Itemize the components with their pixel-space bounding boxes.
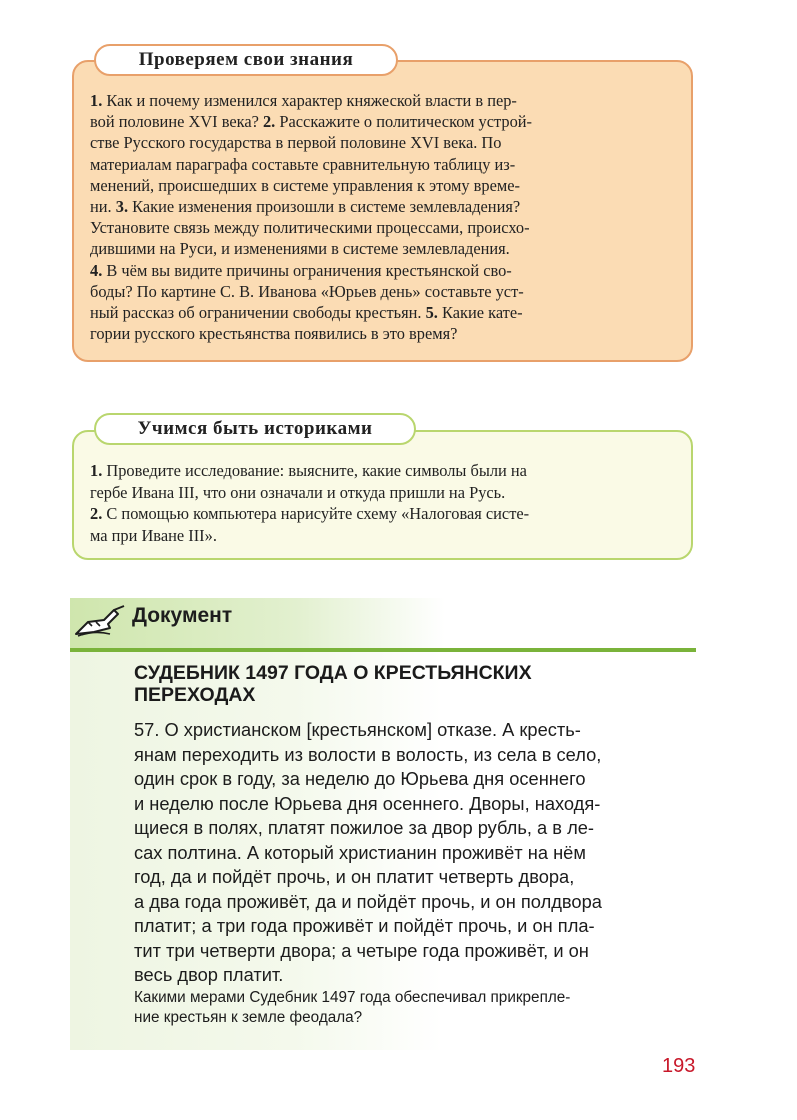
body-line: сах полтина. А который христианин проживёт на нём: [134, 841, 586, 863]
page-number: 193: [662, 1055, 696, 1077]
text-line: 1. Как и почему изменился характер княжеской власти в пер-: [90, 91, 517, 110]
document-question: [134, 988, 694, 1027]
text-line: материалам параграфа составьте сравнительную таблицу из-: [90, 154, 516, 174]
text-line: менений, происшедших в системе управления к этому време-: [90, 175, 520, 195]
text-line: ма при Иване III».: [90, 525, 217, 545]
body-line: янам переходить из волости в волость, из села в село,: [134, 743, 602, 765]
check-knowledge-title: Проверяем свои знания: [94, 44, 398, 76]
text-line: ный рассказ об ограничении свободы крестьян. 5. Какие кате-: [90, 303, 523, 323]
text-line: вой половине XVI века? 2. Расскажите о политическом устрой-: [90, 112, 533, 132]
body-line: 57. О христианском [крестьянском] отказе. А кресть-: [134, 719, 581, 740]
text-line: дившими на Руси, и изменениями в системе землевладения.: [90, 239, 510, 259]
title-line: ПЕРЕХОДАХ: [134, 684, 256, 706]
body-line: и неделю после Юрьева дня осеннего. Дворы, находя-: [134, 792, 601, 814]
title-line: СУДЕБНИК 1497 ГОДА О КРЕСТЬЯНСКИХ: [134, 662, 532, 684]
hand-writing-icon: [74, 604, 126, 638]
text-line: гории русского крестьянства появились в это время?: [90, 324, 458, 344]
body-line: один срок в году, за неделю до Юрьева дня осеннего: [134, 768, 586, 789]
body-line: щиеся в полях, платят пожилое за двор рубль, а в ле-: [134, 817, 594, 838]
body-line: год, да и пойдёт прочь, и он платит четверть двора,: [134, 866, 575, 887]
text-line: ни. 3. Какие изменения произошли в системе землевладения?: [90, 197, 521, 217]
text-line: боды? По картине С. В. Иванова «Юрьев день» составьте уст-: [90, 281, 524, 301]
text-line: Установите связь между политическими процессами, происхо-: [90, 218, 530, 238]
body-line: весь двор платит.: [134, 964, 284, 985]
learn-historians-text: [90, 460, 680, 546]
body-line: а два года проживёт, да и пойдёт прочь, и он полдвора: [134, 890, 602, 912]
question-line: ние крестьян к земле феодала?: [134, 1008, 363, 1026]
body-line: платит; а три года проживёт и пойдёт прочь, и он пла-: [134, 915, 595, 936]
question-line: Какими мерами Судебник 1497 года обеспечивал прикрепле-: [134, 989, 571, 1006]
check-knowledge-text: [90, 90, 680, 344]
document-body: [134, 718, 694, 988]
text-line: 1. Проведите исследование: выясните, какие символы были на: [90, 461, 527, 480]
document-title: [134, 662, 694, 706]
text-line: гербе Ивана III, что они означали и откуда пришли на Русь.: [90, 482, 506, 502]
text-line: стве Русского государства в первой половине XVI века. По: [90, 133, 502, 153]
document-header: Документ: [132, 604, 233, 627]
document-header-band: [70, 598, 445, 648]
text-line: 2. С помощью компьютера нарисуйте схему «Налоговая систе-: [90, 504, 530, 523]
body-line: тит три четверти двора; а четыре года проживёт, и он: [134, 939, 589, 961]
check-knowledge-box: [72, 60, 693, 362]
text-line: 4. В чём вы видите причины ограничения крестьянской сво-: [90, 260, 512, 280]
learn-historians-title: Учимся быть историками: [94, 413, 416, 445]
learn-historians-box: [72, 430, 693, 560]
